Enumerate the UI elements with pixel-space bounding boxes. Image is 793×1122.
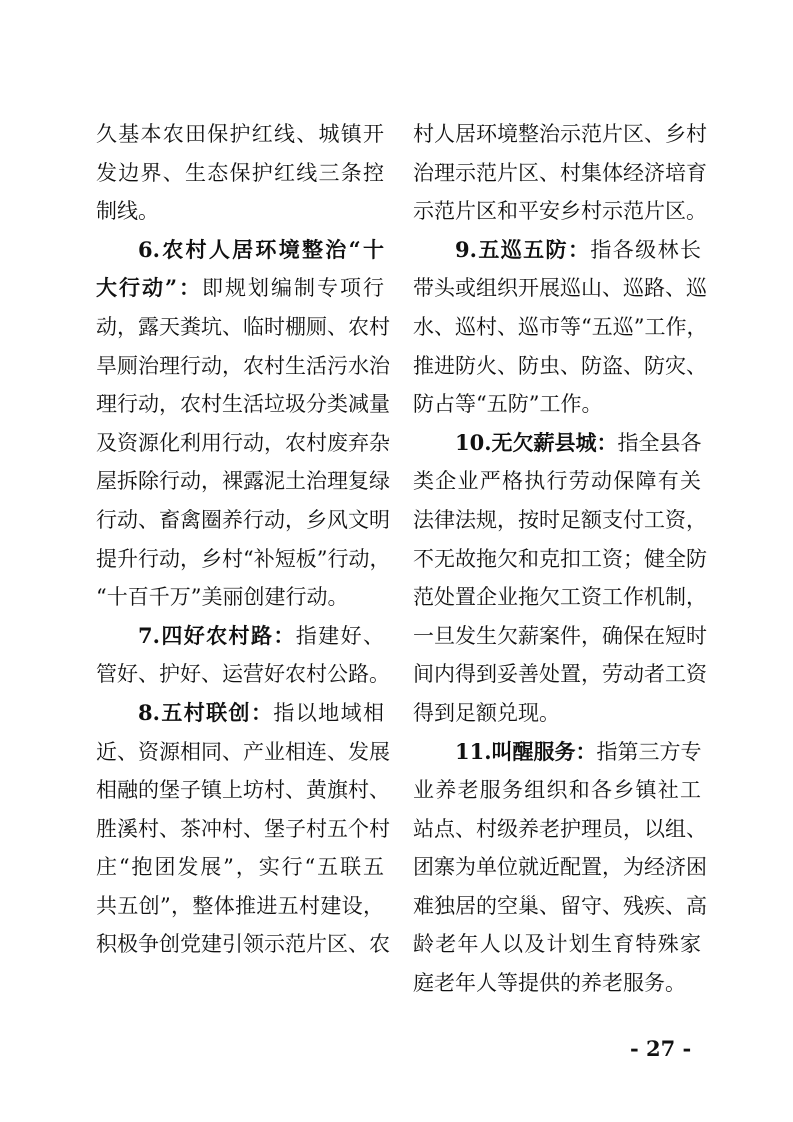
page-number: - 27 - bbox=[630, 1036, 692, 1061]
text-line bbox=[96, 694, 384, 733]
text-line: 龄老年人以及计划生育特殊家 bbox=[413, 932, 701, 957]
text-line: 动，露天粪坑、临时棚厕、农村 bbox=[96, 314, 390, 339]
item-8-body-start: 指以地域相 bbox=[273, 700, 384, 725]
text-line: 不无故拖欠和克扣工资；健全防 bbox=[413, 546, 707, 571]
text-line: 久基本农田保护红线、城镇开 bbox=[96, 122, 384, 146]
text-line: 得到足额兑现。 bbox=[413, 700, 560, 725]
item-11-title: 11.叫醒服务： bbox=[455, 738, 597, 764]
item-9-title: 9.五巡五防： bbox=[455, 236, 591, 262]
text-line: 村人居环境整治示范片区、乡村 bbox=[413, 122, 707, 146]
text-line: 间内得到妥善处置，劳动者工资 bbox=[413, 662, 707, 687]
text-line: 业养老服务组织和各乡镇社工 bbox=[413, 778, 701, 803]
text-line: 法律法规，按时足额支付工资， bbox=[413, 507, 707, 532]
text-line bbox=[96, 269, 384, 308]
paragraph-item-8-continued bbox=[413, 115, 707, 231]
text-line: “十百千万”美丽创建行动。 bbox=[96, 585, 349, 610]
text-line: 及资源化利用行动，农村废弃杂 bbox=[96, 430, 390, 455]
item-8-title: 8.五村联创： bbox=[138, 699, 274, 725]
text-line bbox=[413, 231, 701, 270]
text-line bbox=[413, 733, 701, 772]
text-line: 站点、村级养老护理员，以组、 bbox=[413, 816, 707, 841]
text-line: 发边界、生态保护红线三条控 bbox=[96, 160, 384, 185]
text-line: 相融的堡子镇上坊村、黄旗村、 bbox=[96, 778, 390, 803]
text-line: 共五创”，整体推进五村建设， bbox=[96, 893, 384, 918]
text-line: 团寨为单位就近配置，为经济困 bbox=[413, 855, 707, 880]
text-line: 近、资源相同、产业相连、发展 bbox=[96, 739, 390, 764]
item-10-body-start: 指全县各 bbox=[617, 430, 702, 455]
item-7-body-start: 指建好、 bbox=[295, 623, 384, 648]
item-6-title-line-2: 大行动”： bbox=[96, 275, 203, 301]
text-line: 防占等“五防”工作。 bbox=[413, 392, 603, 417]
item-6-title-line-1: 6.农村人居环境整治“十 bbox=[138, 236, 384, 262]
text-line: 旱厕治理行动，农村生活污水治 bbox=[96, 353, 390, 378]
text-line: 管好、护好、运营好农村公路。 bbox=[96, 662, 390, 687]
text-line: 胜溪村、茶冲村、堡子村五个村 bbox=[96, 816, 390, 841]
text-line: 积极争创党建引领示范片区、农 bbox=[96, 932, 390, 957]
text-line: 范处置企业拖欠工资工作机制， bbox=[413, 585, 707, 610]
item-10-title: 10.无欠薪县城： bbox=[455, 429, 618, 455]
paragraph-item-6 bbox=[96, 231, 391, 617]
left-column bbox=[96, 115, 391, 964]
paragraph-item-11 bbox=[413, 733, 707, 1003]
text-line bbox=[413, 424, 701, 463]
text-line: 类企业严格执行劳动保障有关 bbox=[413, 469, 701, 494]
text-line: 行动、畜禽圈养行动，乡风文明 bbox=[96, 507, 390, 532]
text-line: 屋拆除行动，裸露泥土治理复绿 bbox=[96, 469, 390, 494]
text-line bbox=[96, 617, 384, 656]
item-9-body-start: 指各级林长 bbox=[590, 237, 701, 262]
paragraph-item-7 bbox=[96, 617, 390, 694]
text-line: 难独居的空巢、留守、残疾、高 bbox=[413, 893, 707, 918]
paragraph-intro bbox=[96, 115, 384, 231]
item-6-body-start: 即规划编制专项行 bbox=[202, 276, 384, 301]
paragraph-item-9 bbox=[413, 231, 708, 424]
text-line: 庭老年人等提供的养老服务。 bbox=[413, 971, 686, 996]
item-11-body-start: 指第三方专 bbox=[596, 739, 702, 764]
text-line: 带头或组织开展巡山、巡路、巡 bbox=[413, 276, 707, 301]
text-line: 水、巡村、巡市等“五巡”工作， bbox=[413, 314, 708, 339]
right-column bbox=[413, 115, 708, 1003]
paragraph-item-10 bbox=[413, 424, 707, 733]
text-line: 庄“抱团发展”，实行“五联五 bbox=[96, 855, 384, 880]
item-7-title: 7.四好农村路： bbox=[138, 622, 296, 648]
text-line: 治理示范片区、村集体经济培育 bbox=[413, 160, 707, 185]
text-line: 提升行动，乡村“补短板”行动， bbox=[96, 546, 391, 571]
text-line: 制线。 bbox=[96, 199, 159, 224]
text-line: 理行动，农村生活垃圾分类减量 bbox=[96, 392, 390, 417]
text-line: 示范片区和平安乡村示范片区。 bbox=[413, 199, 707, 224]
paragraph-item-8 bbox=[96, 694, 390, 964]
text-line: 推进防火、防虫、防盗、防灾、 bbox=[413, 353, 707, 378]
text-line: 一旦发生欠薪案件，确保在短时 bbox=[413, 623, 707, 648]
